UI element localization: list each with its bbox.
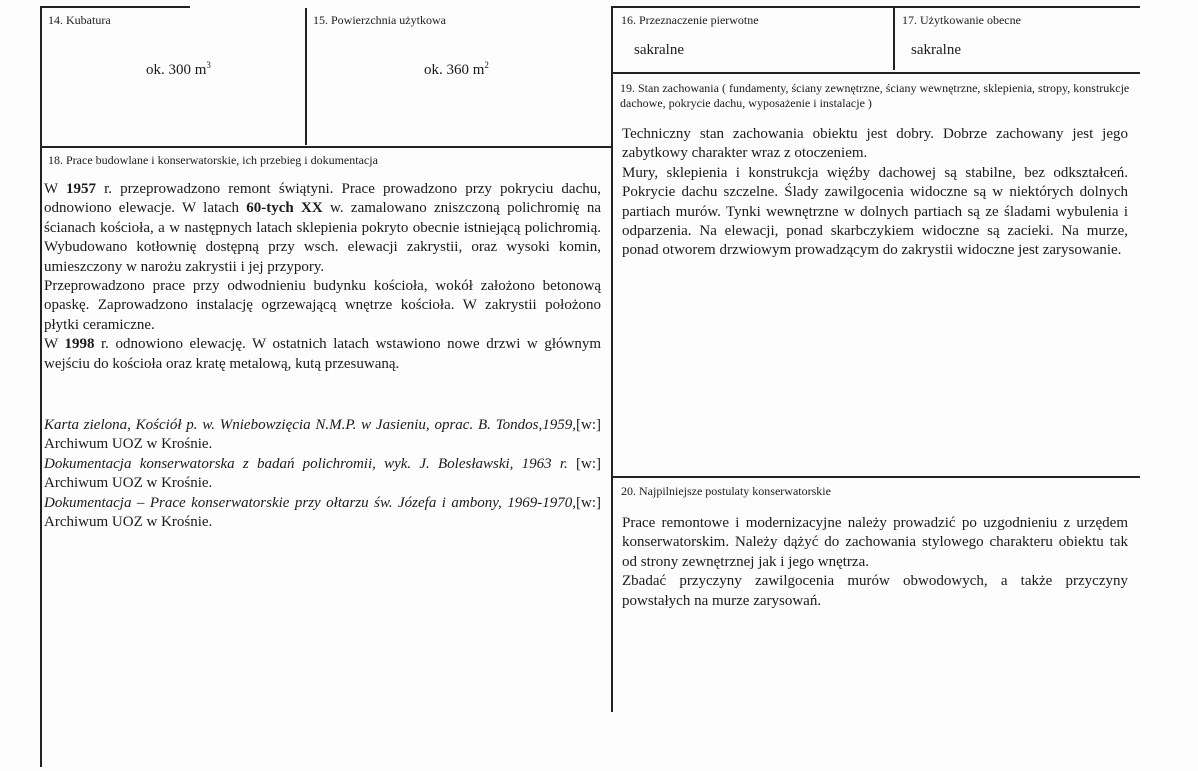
- decade-60s: 60-tych XX: [246, 200, 323, 217]
- year-1998: 1998: [64, 336, 95, 353]
- field-19-paragraph-1: Techniczny stan zachowania obiektu jest dobry. Dobrze zachowany jest jego zabytkowy charakter wraz z otoczeniem.: [622, 126, 1128, 162]
- field-20-paragraph-1: Prace remontowe i modernizacyjne należy prowadzić po uzgodnieniu z urzędem konserwatorskim. Należy dążyć do zachowania stylowego charakteru obiektu tak od strony zewnętrznej jak i jego wnętrza.: [622, 515, 1128, 570]
- year-1957: 1957: [66, 181, 97, 197]
- field-14-unit-exponent: 3: [206, 60, 211, 70]
- field-18-paragraph-3: [44, 335, 601, 374]
- center-divider: [611, 6, 613, 712]
- reference-1: [44, 416, 601, 455]
- field-15-value-text: ok. 360 m: [424, 62, 485, 78]
- reference-3: [44, 494, 601, 533]
- field-16-header: 16. Przeznaczenie pierwotne: [621, 13, 759, 27]
- field-15-value: [424, 62, 489, 79]
- divider-16-17: [893, 8, 895, 70]
- field-20-paragraph-2: Zbadać przyczyny zawilgocenia murów obwodowych, a także przyczyny powstałych na murze zarysowań.: [622, 573, 1128, 609]
- field-20-body: [622, 514, 1128, 611]
- field-18-paragraph-2: Przeprowadzono prace przy odwodnieniu budynku kościoła, wokół założono betonową opaskę. Zaprowadzono instalację ogrzewającą wnętrze kościoła. W zakrystii położono płytki ceramiczne.: [44, 278, 601, 333]
- field-18-body: [44, 180, 601, 374]
- p3-c: r. odnowiono elewację. W ostatnich latach wstawiono nowe drzwi w głównym wejściu do kościoła oraz kratę metalową, kutą przesuwaną.: [44, 336, 601, 372]
- p3-a: W: [44, 336, 65, 353]
- p1-c: r. przeprowadzono remont świątyni. Prace prowadzono przy pokryciu dachu, odnowiono elewacje. W latach: [44, 181, 602, 217]
- field-19-paragraph-2: Mury, sklepienia i konstrukcja więźby dachowej są stabilne, bez odkształceń. Pokrycie dachu szczelne. Ślady zawilgocenia widoczne są w niektórych dolnych partiach murów. Tynki wewnętrzne w dolnych partiach są ze śladami wybulenia i odparzenia. Na elewacji, ponad skarbczykiem widoczne są zacieki. Na murze, ponad otworem drzwiowym prowadzącym do zakrystii widoczne jest zarysowanie.: [622, 164, 1128, 259]
- reference-2: [44, 455, 601, 494]
- field-14-header: 14. Kubatura: [48, 13, 111, 27]
- reference-2-title: Dokumentacja konserwatorska z badań polichromii, wyk. J. Bolesławski, 1963 r.: [44, 455, 568, 472]
- reference-1-title: Karta zielona, Kościół p. w. Wniebowzięcia N.M.P. w Jasieniu, oprac. B. Tondos,1959,: [44, 417, 576, 433]
- field-19-header: 19. Stan zachowania ( fundamenty, ściany zewnętrzne, ściany wewnętrzne, sklepienia, stropy, konstrukcje dachowe, pokrycie dachu, wyposażenie i instalacje ): [620, 81, 1130, 110]
- left-border: [40, 6, 42, 767]
- field-14-value: [146, 62, 211, 79]
- reference-3-title: Dokumentacja – Prace konserwatorskie przy ołtarzu św. Józefa i ambony, 1969-1970,: [44, 494, 576, 511]
- top-border-right: [611, 6, 1140, 8]
- p1-a: W: [44, 181, 67, 197]
- field-17-value: sakralne: [911, 42, 961, 58]
- field-17-header: 17. Użytkowanie obecne: [902, 13, 1021, 27]
- field-18-header: 18. Prace budowlane i konserwatorskie, ich przebieg i dokumentacja: [48, 153, 378, 167]
- divider-14-15: [305, 8, 307, 145]
- p1-e: w. zamalowano zniszczoną polichromię na ścianach kościoła, a w następnych latach sklepienia pokryto obecnie istniejącą polichromią. Wybudowano kotłownię dostępną przy wsch. elewacji zakrystii, oraz wysoki komin, umieszczony w narożu zakrystii i jej przypory.: [44, 200, 602, 275]
- field-18-references: [44, 416, 601, 532]
- field-20-header: 20. Najpilniejsze postulaty konserwatorskie: [621, 484, 831, 498]
- field-14-value-text: ok. 300 m: [146, 62, 207, 78]
- field-15-header: 15. Powierzchnia użytkowa: [313, 13, 446, 27]
- section-18-top: [42, 146, 611, 148]
- reference-2-source: [w:] Archiwum UOZ w Krośnie.: [44, 455, 601, 492]
- section-20-top: [613, 476, 1140, 478]
- field-16-value: sakralne: [634, 42, 684, 58]
- top-border-left: [40, 6, 190, 8]
- field-15-unit-exponent: 2: [484, 60, 489, 70]
- reference-3-source: [w:] Archiwum UOZ w Krośnie.: [44, 494, 601, 531]
- field-19-body: [622, 125, 1128, 261]
- section-16-17-bottom: [613, 72, 1140, 74]
- reference-1-source: [w:] Archiwum UOZ w Krośnie.: [44, 417, 601, 453]
- field-18-paragraph-1: [44, 180, 601, 277]
